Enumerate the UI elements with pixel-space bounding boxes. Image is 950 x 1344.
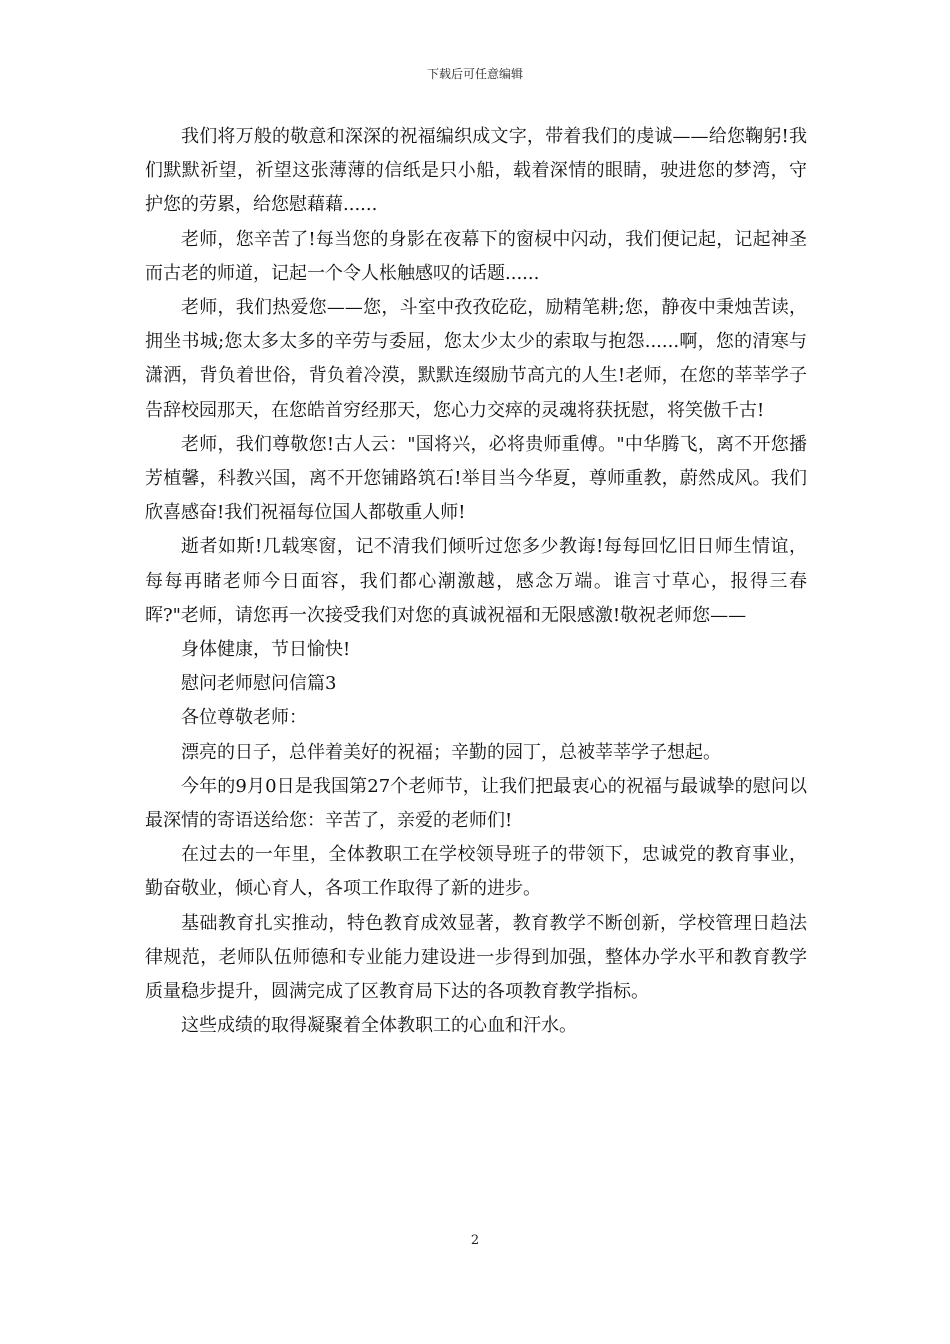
paragraph-10: 基础教育扎实推动，特色教育成效显著，教育教学不断创新，学校管理日趋法律规范，老师队伍师德和专业能力建设进一步得到加强，整体办学水平和教育教学质量稳步提升，圆满完成了区教育局下达的各项教育教学指标。	[145, 912, 807, 1003]
page-number: 2	[470, 1233, 480, 1248]
paragraph-9: 在过去的一年里，全体教职工在学校领导班子的带领下，忠诚党的教育事业，勤奋敬业，倾心育人，各项工作取得了新的进步。	[145, 844, 807, 900]
section-heading: 慰问老师慰问信篇3	[181, 673, 337, 695]
paragraph-6: 身体健康，节日愉快!	[181, 639, 351, 661]
document-body	[145, 120, 807, 1043]
paragraph-11: 这些成绩的取得凝聚着全体教职工的心血和汗水。	[181, 1015, 577, 1037]
salutation: 各位尊敬老师：	[181, 707, 307, 729]
paragraph-3: 老师，我们热爱您——您，斗室中孜孜矻矻，励精笔耕;您，静夜中秉烛苦读，拥坐书城;您太多太多的辛劳与委屈，您太少太少的索取与抱怨......啊，您的清寒与潇洒，背负着世俗，背负着冷漠，默默连缀励节高亢的人生!老师，在您的莘莘学子告辞校园那天，在您皓首穷经那天，您心力交瘁的灵魂将获抚慰，将笑傲千古!	[145, 297, 807, 421]
paragraph-5: 逝者如斯!几载寒窗，记不清我们倾听过您多少教诲!每每回忆旧日师生情谊，每每再睹老师今日面容，我们都心潮激越，感念万端。谁言寸草心，报得三春晖?"老师，请您再一次接受我们对您的真诚祝福和无限感激!敬祝老师您——	[145, 536, 807, 626]
page-header: 下载后可任意编辑	[426, 67, 523, 81]
paragraph-8: 今年的9月0日是我国第27个老师节，让我们把最衷心的祝福与最诚挚的慰问以最深情的寄语送给您：辛苦了，亲爱的老师们!	[145, 775, 807, 832]
paragraph-2: 老师，您辛苦了!每当您的身影在夜幕下的窗棂中闪动，我们便记起，记起神圣而古老的师道，记起一个令人枨触感叹的话题......	[145, 228, 807, 284]
paragraph-7: 漂亮的日子，总伴着美好的祝福；辛勤的园丁，总被莘莘学子想起。	[181, 741, 721, 763]
paragraph-4: 老师，我们尊敬您!古人云："国将兴，必将贵师重傅。"中华腾飞，离不开您播芳植馨，科教兴国，离不开您铺路筑石!举目当今华夏，尊师重教，蔚然成风。我们欣喜感奋!我们祝福每位国人都敬重人师!	[145, 433, 807, 524]
paragraph-1: 我们将万般的敬意和深深的祝福编织成文字，带着我们的虔诚——给您鞠躬!我们默默祈望，祈望这张薄薄的信纸是只小船，载着深情的眼睛，驶进您的梦湾，守护您的劳累，给您慰藉藉......	[145, 126, 807, 216]
